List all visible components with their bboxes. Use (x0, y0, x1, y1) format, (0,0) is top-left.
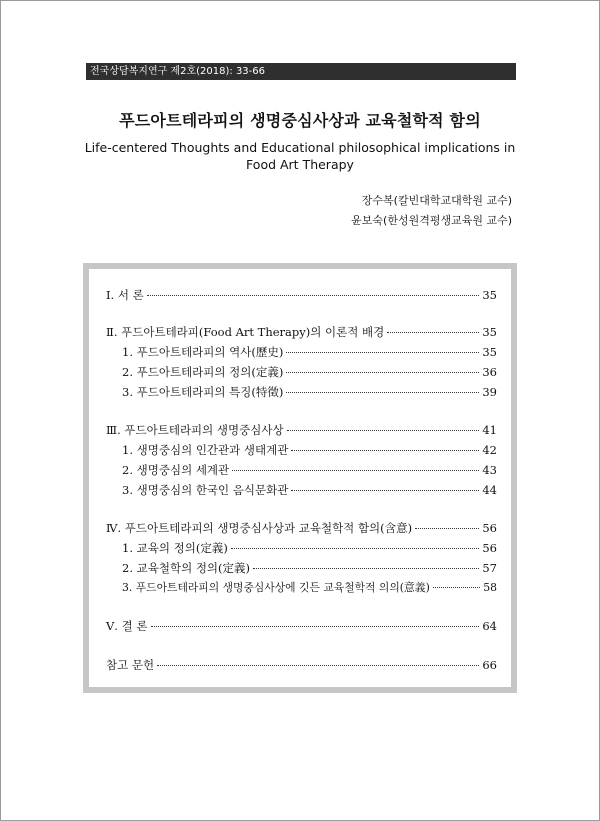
toc-entry-section-4-1[interactable] (122, 540, 497, 556)
author-1: 장수복(칼빈대학교대학원 교수) (361, 194, 512, 207)
toc-entry-page: 64 (482, 619, 497, 633)
toc-entry-label: Ⅴ. 결 론 (106, 619, 148, 633)
toc-entry-section-2-3[interactable] (122, 384, 497, 400)
toc-entry-label: 2. 교육철학의 정의(定義) (122, 561, 251, 575)
toc-entry-page: 35 (482, 325, 497, 339)
authors (351, 191, 512, 231)
toc-entry-section-3-3[interactable] (122, 482, 497, 498)
toc-entry-section-2-2[interactable] (122, 364, 497, 380)
toc-leader-dots (286, 352, 479, 353)
toc-entry-references[interactable] (106, 657, 497, 673)
toc-entry-page: 41 (482, 423, 497, 437)
toc-entry-page: 39 (482, 385, 497, 399)
toc-entry-page: 43 (482, 463, 497, 477)
toc-leader-dots (231, 548, 480, 549)
toc-entry-page: 58 (483, 581, 497, 594)
author-2: 윤보숙(한성원격평생교육원 교수) (351, 214, 512, 227)
table-of-contents-frame (83, 263, 517, 693)
toc-entry-page: 35 (482, 345, 497, 359)
toc-entry-section-3-2[interactable] (122, 462, 497, 478)
toc-entry-page: 36 (482, 365, 497, 379)
toc-leader-dots (286, 372, 479, 373)
toc-entry-label: Ⅰ. 서 론 (106, 288, 144, 302)
toc-entry-label: 1. 교육의 정의(定義) (122, 541, 228, 555)
toc-entry-introduction[interactable] (106, 287, 497, 303)
toc-entry-label: 3. 푸드아트테라피의 생명중심사상에 깃든 교육철학적 의의(意義) (122, 581, 430, 594)
toc-entry-section-2[interactable] (106, 324, 497, 340)
journal-header: 전국상담복지연구 제2호(2018): 33-66 (86, 63, 516, 80)
toc-leader-dots (387, 332, 479, 333)
toc-entry-label: 3. 생명중심의 한국인 음식문화관 (122, 483, 289, 497)
toc-leader-dots (291, 450, 479, 451)
toc-entry-label: Ⅲ. 푸드아트테라피의 생명중심사상 (106, 423, 284, 437)
toc-entry-label: 3. 푸드아트테라피의 특징(特徵) (122, 385, 284, 399)
toc-entry-section-4[interactable] (106, 520, 497, 536)
toc-entry-page: 42 (482, 443, 497, 457)
table-of-contents (89, 269, 511, 687)
toc-entry-section-2-1[interactable] (122, 344, 497, 360)
title-korean: 푸드아트테라피의 생명중심사상과 교육철학적 함의 (119, 111, 481, 130)
toc-entry-label: Ⅳ. 푸드아트테라피의 생명중심사상과 교육철학적 함의(含意) (106, 521, 413, 535)
toc-entry-label: Ⅱ. 푸드아트테라피(Food Art Therapy)의 이론적 배경 (106, 325, 385, 339)
toc-entry-label: 2. 생명중심의 세계관 (122, 463, 230, 477)
toc-entry-page: 56 (482, 521, 497, 535)
toc-leader-dots (433, 587, 480, 588)
toc-entry-label: 1. 생명중심의 인간관과 생태계관 (122, 443, 289, 457)
toc-entry-label: 참고 문헌 (106, 658, 155, 672)
toc-leader-dots (415, 528, 479, 529)
toc-leader-dots (151, 626, 480, 627)
toc-leader-dots (157, 665, 479, 666)
toc-entry-label: 1. 푸드아트테라피의 역사(歷史) (122, 345, 284, 359)
toc-leader-dots (287, 430, 480, 431)
toc-leader-dots (291, 490, 479, 491)
toc-entry-section-4-2[interactable] (122, 560, 497, 576)
toc-entry-page: 35 (482, 288, 497, 302)
toc-leader-dots (286, 392, 479, 393)
toc-entry-section-3[interactable] (106, 422, 497, 438)
toc-entry-section-3-1[interactable] (122, 442, 497, 458)
toc-leader-dots (253, 568, 479, 569)
toc-leader-dots (147, 295, 480, 296)
title-english: Life-centered Thoughts and Educational philosophical implications in Food Art Therapy (84, 140, 516, 172)
toc-leader-dots (232, 470, 479, 471)
toc-entry-page: 57 (482, 561, 497, 575)
toc-entry-page: 44 (482, 483, 497, 497)
toc-entry-page: 56 (482, 541, 497, 555)
toc-entry-page: 66 (482, 658, 497, 672)
toc-entry-conclusion[interactable] (106, 618, 497, 634)
toc-entry-section-4-3[interactable] (122, 580, 497, 596)
toc-entry-label: 2. 푸드아트테라피의 정의(定義) (122, 365, 284, 379)
